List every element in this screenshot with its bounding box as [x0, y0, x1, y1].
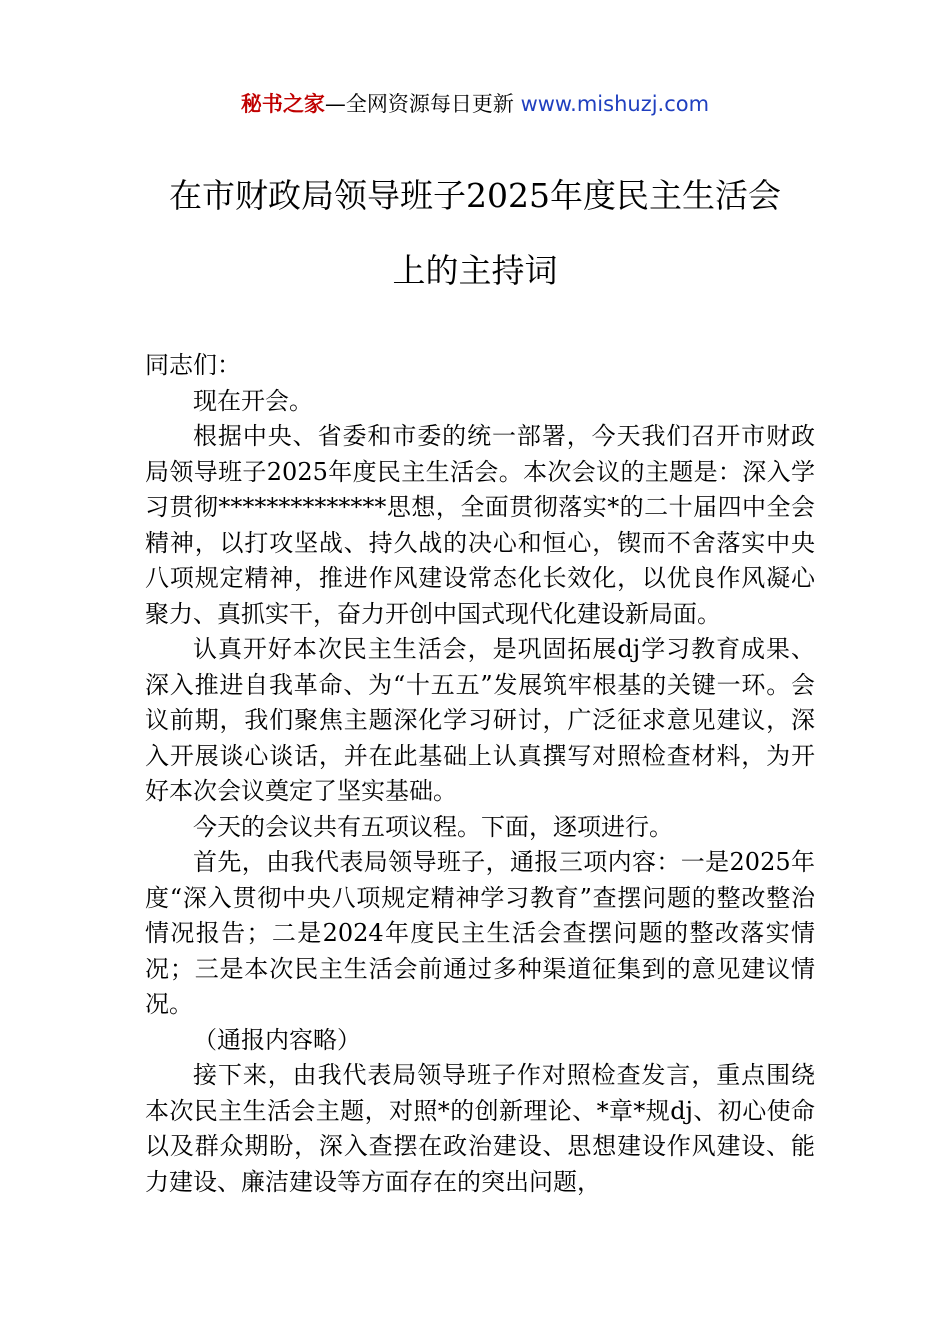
site-brand: 秘书之家	[240, 92, 325, 116]
paragraph: （通报内容略）	[193, 1025, 361, 1054]
document-title	[100, 158, 850, 308]
site-url-link[interactable]: www.mishuzj.com	[520, 92, 710, 116]
paragraph: 接下来，由我代表局领导班子作对照检查发言，重点围绕本次民主生活会主题，对照*的创新理论、*章*规dj、初心使命以及群众期盼，深入查摆在政治建设、思想建设作风建设、能力建设、廉洁建设等方面存在的突出问题，	[145, 1061, 815, 1196]
paragraph: 认真开好本次民主生活会，是巩固拓展dj学习教育成果、深入推进自我革命、为“十五五”发展筑牢根基的关键一环。会议前期，我们聚焦主题深化学习研讨，广泛征求意见建议，深入开展谈心谈话，并在此基础上认真撰写对照检查材料，为开好本次会议奠定了坚实基础。	[145, 635, 815, 805]
document-title-line-2: 上的主持词	[392, 251, 558, 290]
site-header	[0, 88, 950, 120]
paragraph: 今天的会议共有五项议程。下面，逐项进行。	[193, 812, 673, 841]
site-tagline: —全网资源每日更新	[324, 92, 514, 116]
paragraph: 现在开会。	[193, 386, 313, 415]
document-body	[145, 348, 815, 1200]
paragraph: 根据中央、省委和市委的统一部署，今天我们召开市财政局领导班子2025年度民主生活会。本次会议的主题是：深入学习贯彻**************思想，全面贯彻落实*的二十届四中全会精神，以打攻坚战、持久战的决心和恒心，锲而不舍落实中央八项规定精神，推进作风建设常态化长效化，以优良作风凝心聚力、真抓实干，奋力开创中国式现代化建设新局面。	[145, 422, 815, 628]
document-title-line-1: 在市财政局领导班子2025年度民主生活会	[169, 176, 781, 215]
salutation: 同志们：	[145, 351, 241, 379]
paragraph: 首先，由我代表局领导班子，通报三项内容：一是2025年度“深入贯彻中央八项规定精神学习教育”查摆问题的整改整治情况报告；二是2024年度民主生活会查摆问题的整改落实情况；三是本次民主生活会前通过多种渠道征集到的意见建议情况。	[145, 848, 815, 1018]
